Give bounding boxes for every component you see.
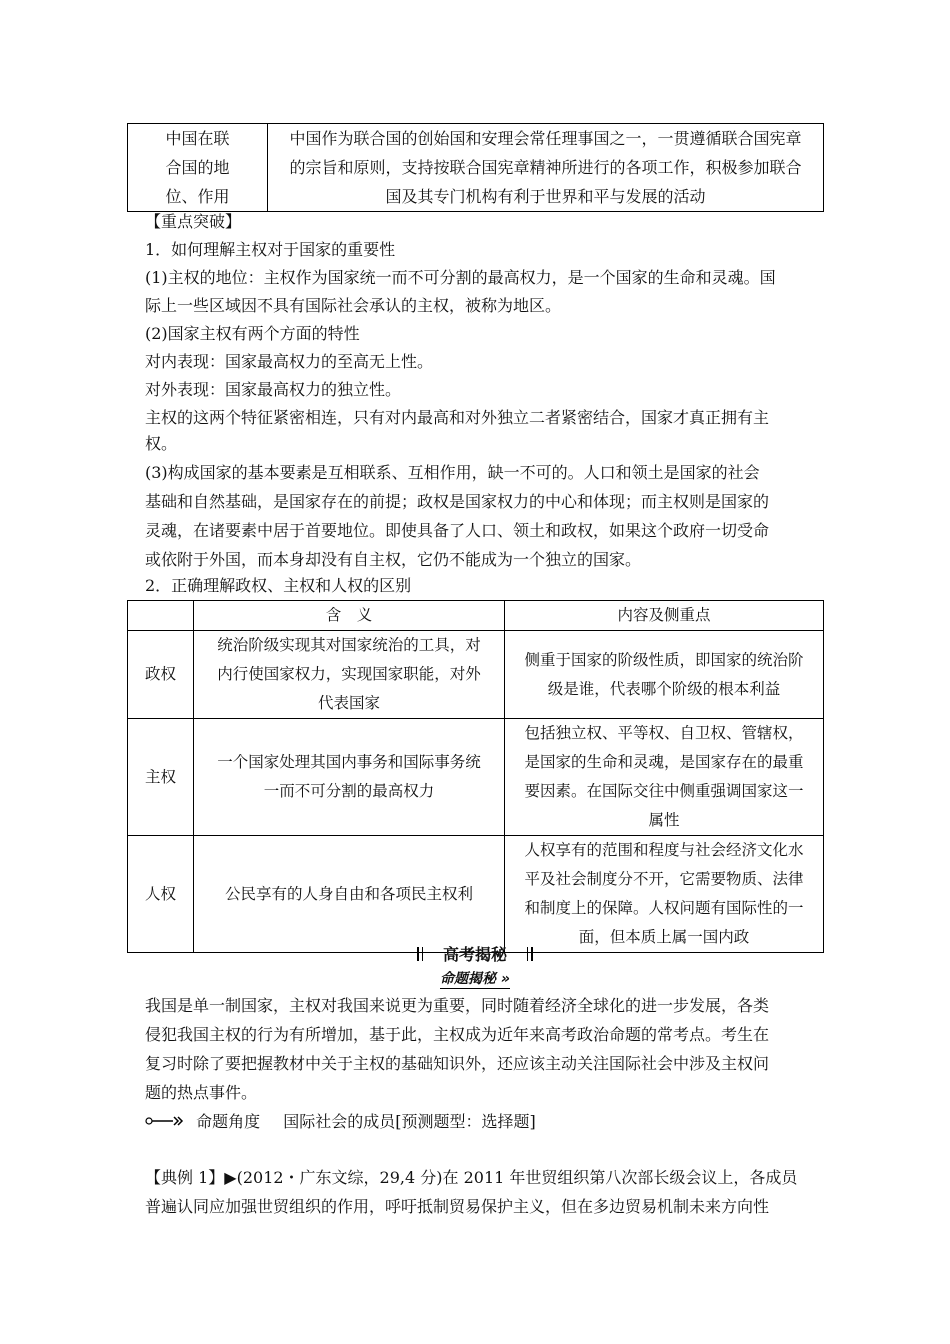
table-content-line: 中国作为联合国的创始国和安理会常任理事国之一，一贯遵循联合国宪章 [289, 129, 802, 148]
table-row [128, 124, 824, 212]
table-header-row [128, 601, 824, 631]
section-line: 权。 [145, 434, 178, 453]
intro-line: 我国是单一制国家，主权对我国来说更为重要，同时随着经济全球化的进一步发展，各类 [145, 996, 770, 1015]
row-focus-cell [505, 631, 824, 719]
cell-line: 平及社会制度分不开，它需要物质、法律 [524, 870, 804, 888]
arrow-bullet-icon [145, 1108, 185, 1122]
header-cell-empty [128, 601, 194, 631]
example-row [145, 1163, 825, 1192]
angle-label: 命题角度 [196, 1112, 261, 1131]
intro-line: 复习时除了要把握教材中关于主权的基础知识外，还应该主动关注国际社会中涉及主权问 [145, 1054, 770, 1073]
subtitle-wrap [0, 968, 950, 988]
section-line: 际上一些区域因不具有国际社会承认的主权，被称为地区。 [145, 296, 562, 315]
table-content-line: 国及其专门机构有利于世界和平与发展的活动 [385, 187, 706, 206]
section-line: 1．如何理解主权对于国家的重要性 [145, 240, 396, 259]
example-line: (2012・广东文综，29,4 分)在 2011 年世贸组织第八次部长级会议上，各成员 [236, 1168, 798, 1187]
table-label-cell [128, 124, 268, 212]
row-focus-cell [505, 836, 824, 953]
cell-line: 统治阶级实现其对国家统治的工具，对 [217, 636, 481, 654]
row-focus-cell [505, 719, 824, 836]
section-heading: 【重点突破】 [145, 212, 242, 231]
gaokao-title-bar [0, 942, 950, 965]
section-line: 对外表现：国家最高权力的独立性。 [145, 380, 402, 399]
cell-line: 属性 [648, 811, 680, 829]
section-line: 对内表现：国家最高权力的至高无上性。 [145, 352, 434, 371]
header-cell-meaning: 含 义 [194, 601, 505, 631]
row-name-cell: 主权 [128, 719, 194, 836]
row-name-cell: 政权 [128, 631, 194, 719]
comparison-table [127, 600, 824, 953]
intro-line: 题的热点事件。 [145, 1083, 258, 1102]
cell-line: 要因素。在国际交往中侧重强调国家这一 [524, 782, 804, 800]
header-cell-focus: 内容及侧重点 [505, 601, 824, 631]
cell-line: 级是谁，代表哪个阶级的根本利益 [547, 679, 781, 698]
section-line: (1)主权的地位：主权作为国家统一而不可分割的最高权力，是一个国家的生命和灵魂。国 [145, 268, 776, 287]
section-line: 或依附于外国，而本身却没有自主权，它仍不能成为一个独立的国家。 [145, 550, 642, 569]
table-row [128, 631, 824, 719]
section-line: (3)构成国家的基本要素是互相联系、互相作用，缺一不可的。人口和领土是国家的社会 [145, 463, 760, 482]
section-line: 灵魂，在诸要素中居于首要地位。即使具备了人口、领土和政权，如果这个政府一切受命 [145, 521, 770, 540]
section-line: 基础和自然基础，是国家存在的前提；政权是国家权力的中心和体现；而主权则是国家的 [145, 492, 770, 511]
double-chevron-icon: » [496, 971, 510, 987]
bar-right-icon [527, 947, 533, 961]
subtitle-underline [440, 971, 510, 989]
example-line: 普遍认同应加强世贸组织的作用，呼吁抵制贸易保护主义，但在多边贸易机制未来方向性 [145, 1197, 770, 1216]
cell-line: 面，但本质上属一国内政 [578, 928, 750, 946]
cell-line: 和制度上的保障。人权问题有国际性的一 [524, 899, 804, 917]
table-label-line: 中国在联 [165, 129, 230, 148]
cell-line: 内行使国家权力，实现国家职能，对外 [217, 665, 481, 683]
table-row [128, 836, 824, 953]
subtitle-text: 命题揭秘 [440, 971, 496, 987]
table-content-line: 的宗旨和原则，支持按联合国宪章精神所进行的各项工作，积极参加联合 [289, 158, 802, 177]
cell-line: 是国家的生命和灵魂，是国家存在的最重 [524, 753, 804, 771]
row-meaning-cell [194, 836, 505, 953]
section-line: 2．正确理解政权、主权和人权的区别 [145, 576, 412, 595]
table-label-line: 合国的地 [165, 158, 230, 177]
cell-line: 侧重于国家的阶级性质，即国家的统治阶 [524, 650, 804, 669]
angle-text: 国际社会的成员[预测题型：选择题] [283, 1112, 536, 1131]
play-triangle-icon: ▶ [224, 1168, 237, 1187]
cell-line: 一而不可分割的最高权力 [263, 782, 435, 800]
example-tag: 【典例 1】 [145, 1168, 225, 1187]
section-line: (2)国家主权有两个方面的特性 [145, 324, 360, 343]
row-meaning-cell [194, 719, 505, 836]
table-row [128, 719, 824, 836]
row-meaning-cell [194, 631, 505, 719]
section-line: 主权的这两个特征紧密相连，只有对内最高和对外独立二者紧密结合，国家才真正拥有主 [145, 408, 770, 427]
gaokao-title: 高考揭秘 [442, 945, 507, 964]
intro-line: 侵犯我国主权的行为有所增加，基于此，主权成为近年来高考政治命题的常考点。考生在 [145, 1025, 770, 1044]
china-un-table [127, 123, 824, 212]
bar-left-icon [417, 947, 423, 961]
cell-line: 人权享有的范围和程度与社会经济文化水 [524, 841, 804, 859]
cell-line: 包括独立权、平等权、自卫权、管辖权， [524, 724, 804, 742]
row-name-cell: 人权 [128, 836, 194, 953]
table-label-line: 位、作用 [165, 187, 230, 206]
cell-line: 公民享有的人身自由和各项民主权利 [224, 884, 473, 903]
table-content-cell [268, 124, 824, 212]
cell-line: 一个国家处理其国内事务和国际事务统 [217, 753, 481, 771]
angle-row [145, 1107, 825, 1136]
cell-line: 代表国家 [317, 694, 380, 712]
